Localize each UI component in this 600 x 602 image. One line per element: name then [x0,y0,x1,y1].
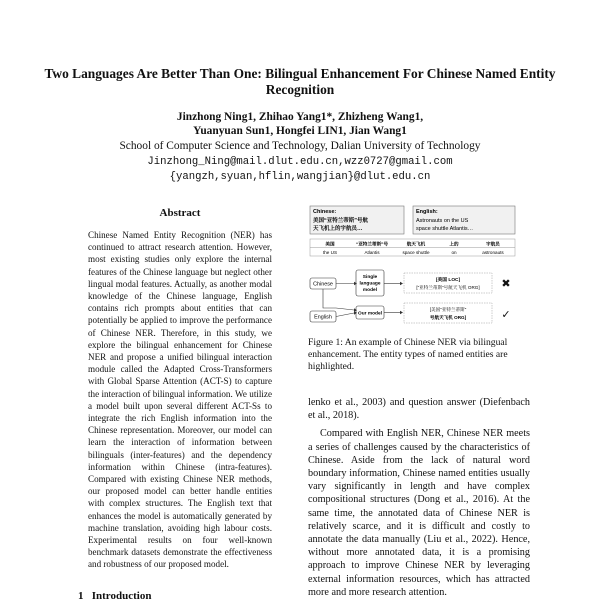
table-bottom-cell: astronauts [482,250,504,255]
author-list [40,110,560,138]
abstract-text: Chinese Named Entity Recognition (NER) has continued to attract research attention. However, most existing studies only explore the internal features of the Chinese language but neglect other lingual modal features. Actually, as another modal knowledge of the Chinese language, English contains rich prompts about entities that can potentially be applied to improve the performance of Chinese NER. Therefore, in this study, we explore the bilingual enhancement for Chinese NER and propose a unified bilingual interaction module called the Adapted Cross-Transformers with Global Sparse Attention (ACT-S) to capture the interaction of bilingual information. We utilize a model built upon several different ACT-Ss to integrate the rich English information into the Chinese representation. Moreover, our model can learn the interaction of information between bilinguals (inter-features) and the dependency information within Chinese (intra-features). Compared with existing Chinese NER methods, our proposed model can better handle entities with complex structures. The English text that enhances the model is automatically generated by machine translation, avoiding high labour costs. Experimental results on four well-known benchmark datasets demonstrate the effectiveness and robustness of our proposed model. [88,230,272,570]
table-top-cell: 上的 [449,241,459,247]
check-mark-icon: ✓ [501,309,511,321]
output-box-ours [404,303,492,323]
chinese-label: Chinese: [313,209,337,215]
table-bottom-cell: space shuttle [402,250,430,255]
chinese-sentence-line-2: 天飞机上的宇航员… [313,226,363,232]
node-single-line-3: model [362,288,378,293]
right-column-text [308,396,530,599]
english-sentence-line-2: space shuttle Atlantis… [416,226,474,232]
section-heading-introduction [78,590,151,602]
table-bottom-cell: on [451,250,457,255]
table-top-cell: 航天飞机 [406,241,426,247]
table-top-cell: “亚特兰蒂斯”号 [355,241,389,247]
wrong-mark-icon: ✖ [501,278,511,290]
abstract-heading: Abstract [159,207,201,219]
figure-1-diagram [308,205,518,333]
paragraph-continuation: lenko et al., 2003) and question answer (Diefenbach et al., 2018). [308,397,530,422]
email-line-2: {yangzh,syuan,hflin,wangjian}@dlut.edu.cn [169,171,431,183]
english-label: English: [416,209,438,215]
node-chinese-label: Chinese [313,281,333,288]
table-top-cell: 美国 [325,241,335,247]
table-bottom-cell: the US [322,250,338,255]
node-single-line-1: Single [362,275,378,280]
node-single-line-2: language [359,281,381,287]
figure-1-caption: Figure 1: An example of Chinese NER via bilingual enhancement. The entity types of named entities are highlighted. [308,337,508,372]
table-top-cell: 宇航员 [486,241,500,247]
authors-line-2: Yuanyuan Sun1, Hongfei LIN1, Jian Wang1 [193,125,407,137]
output-box-single [404,273,492,293]
chinese-sentence-line-1: 美国“亚特兰蒂斯”号航 [313,218,369,224]
affiliation: School of Computer Science and Technology, Dalian University of Technology [119,140,481,152]
section-number: 1 [78,590,84,602]
email-line-1: Jinzhong_Ning@mail.dlut.edu.cn,wzz0727@gmail.com [147,156,453,168]
output-ours-line-2: 号航天飞机 ORG] [429,315,467,320]
english-sentence-line-1: Astronauts on the US [416,218,469,224]
output-ours-line-1: [美国“亚特兰蒂斯” [429,307,467,312]
table-bottom-cell: Atlantis [364,250,380,255]
section-title: Introduction [91,590,152,602]
authors-line-1: Jinzhong Ning1, Zhihao Yang1*, Zhizheng Wang1, [176,111,424,123]
paragraph-chinese-ner-challenges: Compared with English NER, Chinese NER meets a series of challenges caused by the characteristics of Chinese. Aside from the lack of natural word boundary information, Chinese named entities usually vary significantly in length and have complex compositional structures (Dong et al., 2016). At the same time, the annotated data of Chinese NER is relatively scarce, and it is difficult and costly to annotate the data manually (Liu et al., 2022). Hence, without more annotated data, it is a promising approach to improve Chinese NER by leveraging external information resources, which has attracted more and more research attention. [308,428,530,598]
output-single-line-1: [美国 LOC] [435,278,461,283]
output-single-line-2: [“亚特兰蒂斯”号航天飞机 ORG] [416,285,480,290]
node-our-model-label: Our model [358,311,382,317]
paper-title: Two Languages Are Better Than One: Bilingual Enhancement For Chinese Named Entity Recognition [44,66,556,97]
node-english-label: English [314,314,332,321]
